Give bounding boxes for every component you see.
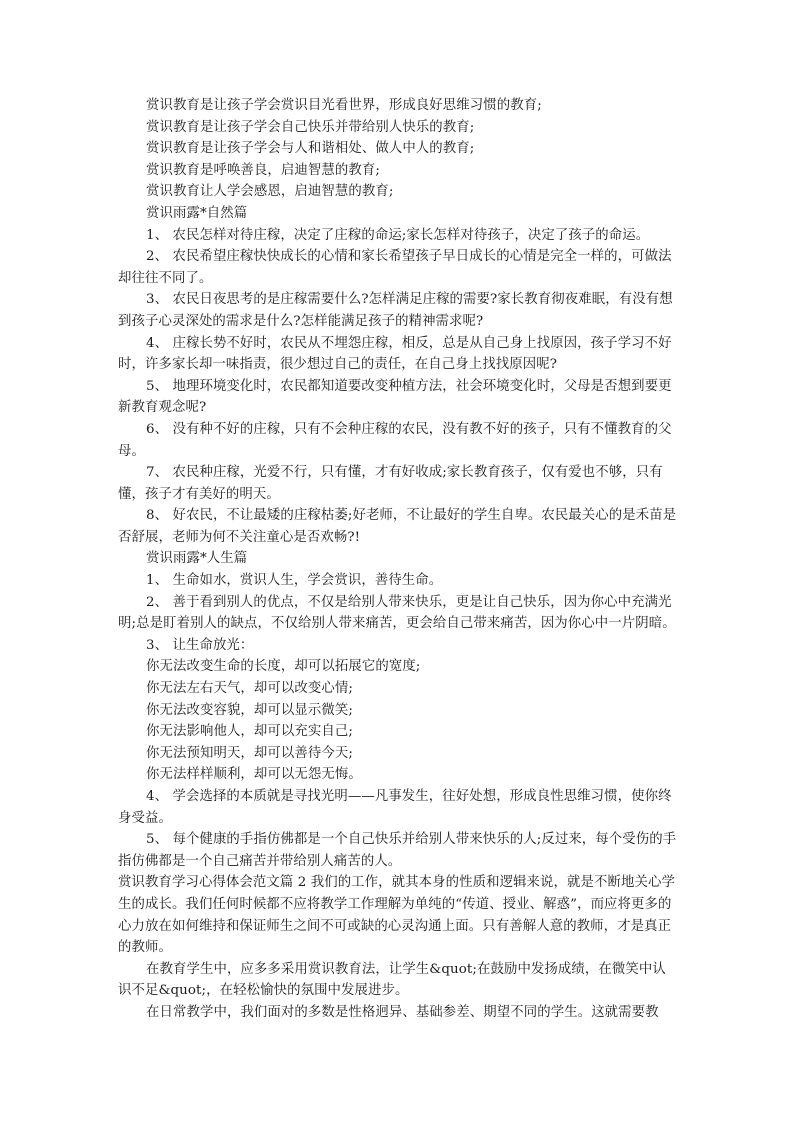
paragraph: 你无法样样顺利，却可以无怨无悔。 <box>146 767 362 783</box>
list-item: 1、 生命如水，赏识人生，学会赏识，善待生命。 <box>146 573 443 589</box>
list-item: 6、 没有种不好的庄稼，只有不会种庄稼的农民，没有教不好的孩子，只有不懂教育的父母。 <box>118 421 672 459</box>
list-item: 7、 农民种庄稼，光爱不行，只有懂，才有好收成;家长教育孩子，仅有爱也不够，只有懂，孩子才有美好的明天。 <box>118 465 663 502</box>
paragraph: 在日常教学中，我们面对的多数是性格迥异、基础参差、期望不同的学生。这就需要教 <box>146 1004 659 1020</box>
list-item: 2、 农民希望庄稼快快成长的心情和家长希望孩子早日成长的心情是完全一样的，可做法却往往不同了。 <box>118 249 672 286</box>
paragraph: 赏识教育是让孩子学会赏识目光看世界，形成良好思维习惯的教育; <box>146 98 542 113</box>
section-heading: 赏识雨露*自然篇 <box>146 205 248 221</box>
section-heading: 赏识雨露*人生篇 <box>146 551 248 567</box>
list-item: 1、 农民怎样对待庄稼，决定了庄稼的命运;家长怎样对待孩子，决定了孩子的命运。 <box>146 227 650 243</box>
paragraph: 你无法影响他人，却可以充实自己; <box>146 724 353 740</box>
list-item: 3、 农民日夜思考的是庄稼需要什么?怎样满足庄稼的需要?家长教育彻夜难眠，有没有想到孩子心灵深处的需求是什么?怎样能满足孩子的精神需求呢? <box>118 292 673 329</box>
list-item: 4、 庄稼长势不好时，农民从不埋怨庄稼，相反，总是从自己身上找原因，孩子学习不好时，许多家长却一味指责，很少想过自己的责任，在自己身上找找原因呢? <box>118 335 672 373</box>
article-heading-paragraph: 赏识教育学习心得体会范文篇 2 我们的工作，就其本身的性质和逻辑来说，就是不断地关心学生的成长。我们任何时候都不应将教学工作理解为单纯的“传道、授业、解惑”，而应将更多的心力放在如何维持和保证师生之间不可或缺的心灵沟通上面。只有善解人意的教师，才是真正的教师。 <box>118 875 675 956</box>
paragraph: 赏识教育是让孩子学会与人和谐相处、做人中人的教育; <box>146 141 475 157</box>
list-item: 2、 善于看到别人的优点，不仅是给别人带来快乐，更是让自己快乐，因为你心中充满光明;总是盯着别人的缺点，不仅给别人带来痛苦，更会给自己带来痛苦，因为你心中一片阴暗。 <box>118 594 676 632</box>
list-item: 8、 好农民，不让最矮的庄稼枯萎;好老师，不让最好的学生自卑。农民最关心的是禾苗是否舒展，老师为何不关注童心是否欢畅?! <box>118 508 677 545</box>
paragraph: 在教育学生中，应多多采用赏识教育法，让学生&quot;在鼓励中发扬成绩，在微笑中认识不足&quot;，在轻松愉快的氛围中发展进步。 <box>118 961 666 999</box>
paragraph: 你无法改变容貌，却可以显示微笑; <box>146 702 353 718</box>
paragraph: 赏识教育让人学会感恩，启迪智慧的教育; <box>146 184 394 200</box>
paragraph: 你无法预知明天，却可以善待今天; <box>146 745 353 761</box>
document-body <box>118 95 678 1024</box>
paragraph: 赏识教育是呼唤善良，启迪智慧的教育; <box>146 162 380 178</box>
list-item: 3、 让生命放光： <box>146 637 254 653</box>
paragraph: 你无法改变生命的长度，却可以拓展它的宽度; <box>146 659 421 675</box>
list-item: 5、 每个健康的手指仿佛都是一个自己快乐并给别人带来快乐的人;反过来，每个受伤的手指仿佛都是一个自己痛苦并带给别人痛苦的人。 <box>118 832 677 869</box>
list-item: 4、 学会选择的本质就是寻找光明——凡事发生，往好处想，形成良性思维习惯，使你终身受益。 <box>118 789 672 826</box>
paragraph: 你无法左右天气，却可以改变心情; <box>146 681 353 697</box>
paragraph: 赏识教育是让孩子学会自己快乐并带给别人快乐的教育; <box>146 119 475 135</box>
list-item: 5、 地理环境变化时，农民都知道要改变种植方法，社会环境变化时，父母是否想到要更新教育观念呢? <box>118 378 672 416</box>
